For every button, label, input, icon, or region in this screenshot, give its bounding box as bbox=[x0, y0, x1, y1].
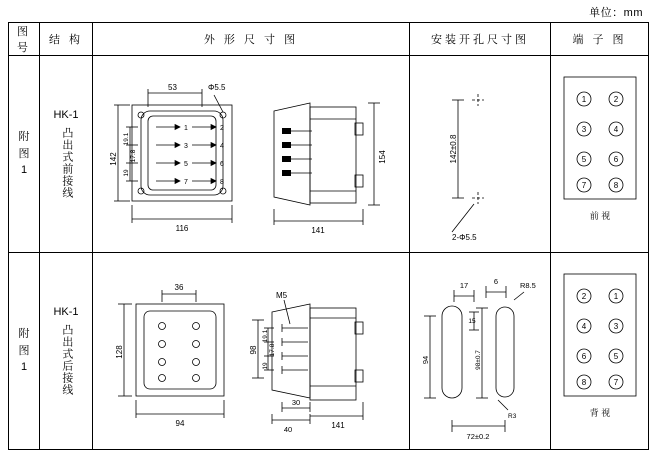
row2-dimension-drawing bbox=[93, 253, 410, 450]
dim-116: 116 bbox=[175, 224, 189, 233]
terminal-num-1: 1 bbox=[581, 94, 586, 104]
terminal-num-8: 8 bbox=[613, 180, 618, 190]
row1-no-char-2: 图 bbox=[18, 147, 30, 160]
terminal-num-4: 4 bbox=[581, 321, 586, 331]
dim-141: 141 bbox=[311, 226, 325, 235]
hole-dim-vertical: 142±0.8 bbox=[449, 134, 458, 164]
pin-label-2: 2 bbox=[220, 125, 224, 132]
terminal-view-label: 背 视 bbox=[589, 407, 610, 418]
terminal-num-2: 2 bbox=[613, 94, 618, 104]
dim-36: 36 bbox=[174, 283, 184, 292]
terminal-num-6: 6 bbox=[613, 154, 618, 164]
hole-dim-r3: R3 bbox=[508, 413, 517, 420]
table-row bbox=[9, 56, 649, 253]
terminal-num-4: 4 bbox=[613, 124, 618, 134]
terminal-num-7: 7 bbox=[613, 377, 618, 387]
terminal-num-1: 1 bbox=[613, 291, 618, 301]
dim-pitch-c2: 19 bbox=[262, 362, 269, 370]
row1-hole-drawing bbox=[410, 56, 551, 253]
dim-pitch-a: 19.1 bbox=[123, 132, 130, 146]
terminal-num-3: 3 bbox=[613, 321, 618, 331]
row2-no-char-2: 图 bbox=[18, 344, 30, 357]
row1-no-char-1: 附 bbox=[18, 131, 30, 144]
pin-label-6: 6 bbox=[220, 161, 224, 168]
row1-no-char-3: 1 bbox=[20, 164, 28, 177]
row2-structure-text: 凸出式后接线 bbox=[60, 323, 73, 396]
dim-pitch-b: 17.8 bbox=[130, 149, 137, 163]
hole-dim-94: 94 bbox=[421, 355, 430, 365]
dim-53: 53 bbox=[168, 83, 177, 92]
row2-no-char-1: 附 bbox=[18, 328, 30, 341]
hole-dim-15: 15 bbox=[468, 318, 476, 325]
header-col-terminal: 端 子 图 bbox=[551, 23, 649, 56]
dim-40: 40 bbox=[283, 425, 293, 434]
row1-terminal-diagram bbox=[551, 56, 649, 253]
pin-label-4: 4 bbox=[220, 143, 224, 150]
terminal-num-6: 6 bbox=[581, 351, 586, 361]
row1-figure-no bbox=[9, 56, 40, 253]
row2-no-char-3: 1 bbox=[20, 361, 28, 374]
dim-30: 30 bbox=[291, 398, 301, 407]
hole-dim-6: 6 bbox=[493, 277, 499, 286]
row2-figure-no bbox=[9, 253, 40, 450]
row2-model: HK-1 bbox=[53, 306, 79, 319]
terminal-num-2: 2 bbox=[581, 291, 586, 301]
terminal-num-8: 8 bbox=[581, 377, 586, 387]
dim-141b: 141 bbox=[331, 421, 345, 430]
hole-dim-72: 72±0.2 bbox=[466, 432, 490, 441]
row1-structure-text: 凸出式前接线 bbox=[60, 126, 73, 199]
pin-label-5: 5 bbox=[184, 161, 188, 168]
dim-94: 94 bbox=[175, 419, 185, 428]
dim-154: 154 bbox=[378, 150, 387, 164]
hole-dim-mark: 2-Φ5.5 bbox=[452, 233, 477, 242]
hole-dim-r85: R8.5 bbox=[520, 281, 536, 290]
dim-pitch-c: 19 bbox=[123, 169, 130, 177]
row2-hole-drawing bbox=[410, 253, 551, 450]
terminal-num-5: 5 bbox=[613, 351, 618, 361]
row2-terminal-diagram bbox=[551, 253, 649, 450]
dim-128: 128 bbox=[115, 345, 124, 359]
hole-dim-17: 17 bbox=[459, 281, 469, 290]
dim-pitch-a2: 19.1 bbox=[262, 329, 269, 343]
terminal-num-3: 3 bbox=[581, 124, 586, 134]
terminal-num-5: 5 bbox=[581, 154, 586, 164]
header-col-hole: 安装开孔尺寸图 bbox=[410, 23, 551, 56]
hole-dim-98: 98±0.7 bbox=[475, 350, 482, 370]
pin-label-7: 7 bbox=[184, 179, 188, 186]
dim-98: 98 bbox=[249, 345, 258, 355]
header-col-dimension: 外 形 尺 寸 图 bbox=[93, 23, 410, 56]
pin-label-3: 3 bbox=[184, 143, 188, 150]
row1-model: HK-1 bbox=[53, 109, 79, 122]
table-header-row bbox=[9, 23, 649, 56]
pin-label-1: 1 bbox=[184, 125, 188, 132]
dim-hole-dia: Φ5.5 bbox=[208, 83, 226, 92]
dimension-table bbox=[8, 22, 649, 450]
dim-m5: M5 bbox=[276, 291, 288, 300]
header-col-struct: 结 构 bbox=[40, 23, 93, 56]
terminal-view-label: 前 视 bbox=[589, 210, 610, 221]
row1-structure bbox=[40, 56, 93, 253]
pin-label-8: 8 bbox=[220, 179, 224, 186]
header-col-no: 图 号 bbox=[9, 23, 40, 56]
dim-142: 142 bbox=[109, 152, 118, 166]
terminal-num-7: 7 bbox=[581, 180, 586, 190]
row1-dimension-drawing bbox=[93, 56, 410, 253]
unit-note: 单位：mm bbox=[589, 7, 643, 19]
row2-structure bbox=[40, 253, 93, 450]
dim-pitch-b2: 17.8 bbox=[269, 343, 276, 357]
table-row bbox=[9, 253, 649, 450]
